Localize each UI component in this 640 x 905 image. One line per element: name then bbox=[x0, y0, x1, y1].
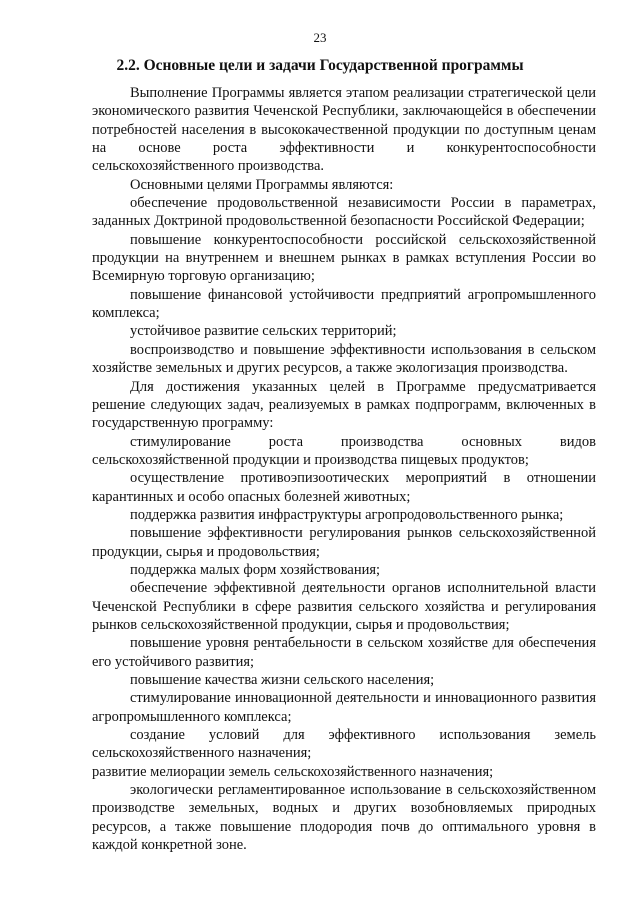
paragraph: стимулирование роста производства основных видов сельскохозяйственной продукции и производства пищевых продуктов; bbox=[92, 433, 596, 468]
paragraph: устойчивое развитие сельских территорий; bbox=[130, 323, 397, 340]
paragraph: стимулирование инновационной деятельности и инновационного развития агропромышленного комплекса; bbox=[92, 690, 596, 725]
paragraph: повышение уровня рентабельности в сельском хозяйстве для обеспечения его устойчивого развития; bbox=[92, 635, 596, 670]
page-number: 23 bbox=[313, 30, 327, 45]
paragraph: поддержка малых форм хозяйствования; bbox=[130, 561, 381, 578]
section-heading: 2.2. Основные цели и задачи Государственной программы bbox=[116, 57, 524, 74]
paragraph: повышение эффективности регулирования рынков сельскохозяйственной продукции, сырья и продовольствия; bbox=[92, 525, 596, 560]
paragraph: осуществление противоэпизоотических мероприятий в отношении карантинных и особо опасных болезней животных; bbox=[92, 470, 596, 505]
paragraph: обеспечение продовольственной независимости России в параметрах, заданных Доктриной продовольственной безопасности Российской Федерации; bbox=[92, 195, 596, 230]
paragraph: поддержка развития инфраструктуры агропродовольственного рынка; bbox=[130, 506, 564, 523]
paragraph: Для достижения указанных целей в Программе предусматривается решение следующих задач, реализуемых в рамках подпрограмм, включенных в государственную программу: bbox=[92, 378, 596, 432]
paragraph: повышение финансовой устойчивости предприятий агропромышленного комплекса; bbox=[92, 286, 596, 322]
paragraph: обеспечение эффективной деятельности органов исполнительной власти Чеченской Республики в сфере развития сельского хозяйства и регулирования рынков сельскохозяйственной продукции, сырья и продовольствия; bbox=[92, 580, 596, 633]
paragraph: Выполнение Программы является этапом реализации стратегической цели экономического развития Чеченской Республики, заключающейся в обеспечении потребностей населения в высококачественной продукции по доступным ценам на основе роста эффективности и конкурентоспособности сельскохозяйственного производства. bbox=[92, 85, 596, 175]
paragraph: повышение конкурентоспособности российской сельскохозяйственной продукции на внутреннем и внешнем рынках в рамках вступления России во Всемирную торговую организацию; bbox=[92, 231, 596, 285]
body-text bbox=[92, 84, 596, 854]
paragraph: Основными целями Программы являются: bbox=[130, 176, 394, 193]
paragraph: повышение качества жизни сельского населения; bbox=[130, 672, 435, 688]
paragraph: развитие мелиорации земель сельскохозяйственного назначения; bbox=[92, 763, 494, 780]
paragraph: экологически регламентированное использование в сельскохозяйственном производстве земельных, водных и других возобновляемых природных ресурсов, а также повышение плодородия почв до оптимального уровня в каждой конкретной зоне. bbox=[92, 782, 596, 854]
paragraph: воспроизводство и повышение эффективности использования в сельском хозяйстве земельных и других ресурсов, а также экологизация производства. bbox=[92, 341, 596, 377]
paragraph: создание условий для эффективного использования земель сельскохозяйственного назначения; bbox=[92, 727, 596, 762]
